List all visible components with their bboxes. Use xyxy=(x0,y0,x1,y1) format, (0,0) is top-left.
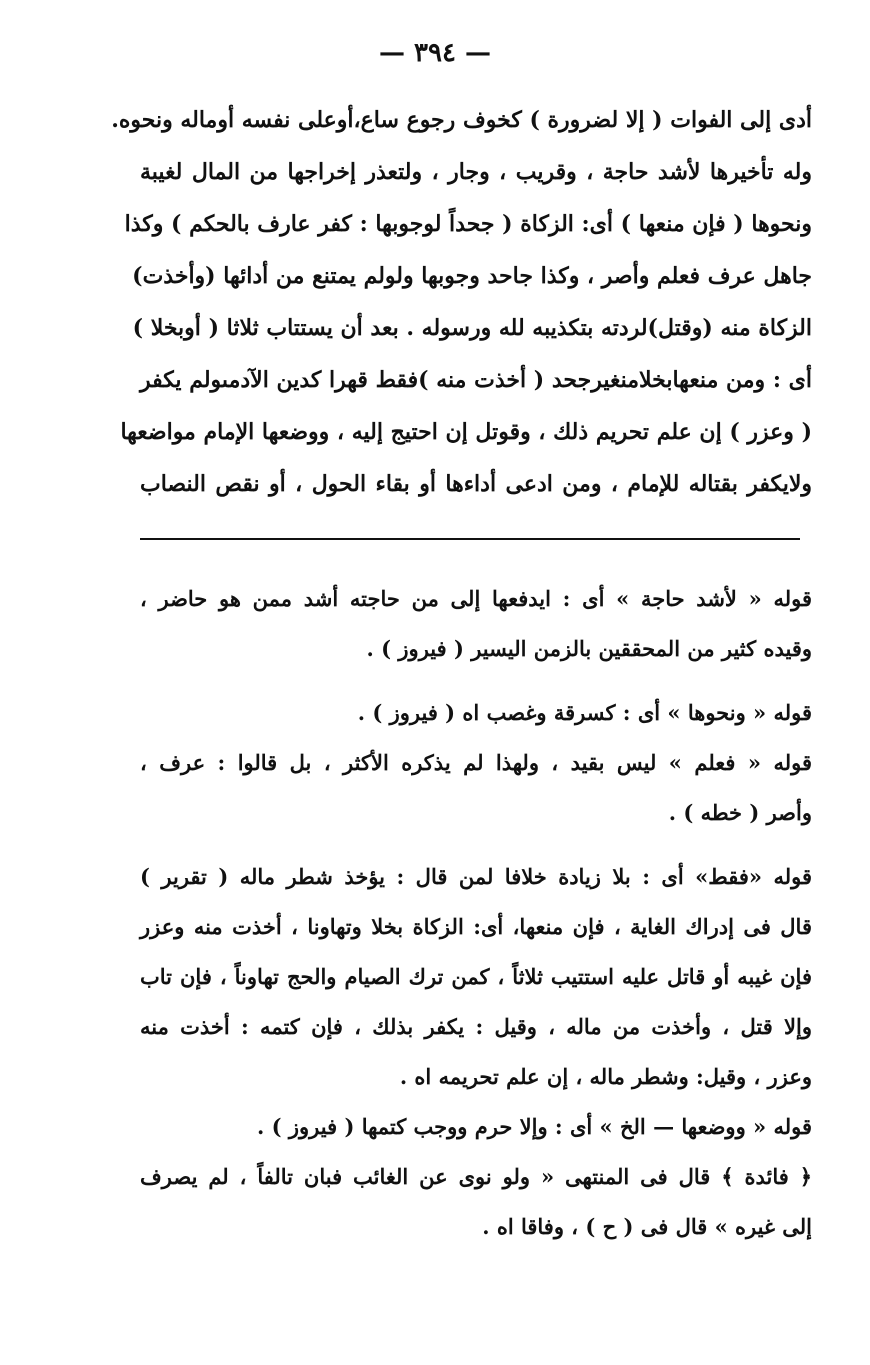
main-line: أى : ومن منعهابخلامنغيرجحد ( أخذت منه )فقط قهرا كدين الآدمىولم يكفر xyxy=(140,367,812,393)
footnote-line: وإلا قتل ، وأخذت من ماله ، وقيل : يكفر بذلك ، فإن كتمه : أخذت منه xyxy=(140,1014,812,1039)
footnote-faalima xyxy=(140,738,812,838)
footnote-line: قال فى إدراك الغاية ، فإن منعها، أى: الزكاة بخلا وتهاونا ، أخذت منه وعزر xyxy=(140,914,812,939)
main-line: ( وعزر ) إن علم تحريم ذلك ، وقوتل إن احتيج إليه ، ووضعها الإمام مواضعها xyxy=(120,419,812,445)
footnote-faqat xyxy=(140,852,812,1102)
footnote-divider xyxy=(140,538,800,540)
footnote-nahwiha xyxy=(140,688,812,738)
footnotes xyxy=(140,574,812,1252)
footnote-line: وقيده كثير من المحققين بالزمن اليسير ( فيروز ) . xyxy=(366,636,812,661)
main-line: جاهل عرف فعلم وأصر ، وكذا جاحد وجوبها ولولم يمتنع من أدائها (وأخذت) xyxy=(132,263,812,289)
footnote-lashad-haja xyxy=(140,574,812,674)
footnote-line: قوله « فعلم » ليس بقيد ، ولهذا لم يذكره الأكثر ، بل قالوا : عرف ، xyxy=(140,750,812,775)
footnote-line: إلى غيره » قال فى ( ح ) ، وفاقا اه . xyxy=(482,1214,812,1239)
main-text xyxy=(111,94,812,510)
footnote-line: قوله « لأشد حاجة » أى : ايدفعها إلى من حاجته أشد ممن هو حاضر ، xyxy=(140,586,812,611)
footnote-line: وأصر ( خطه ) . xyxy=(668,800,812,825)
main-line: ولايكفر بقتاله للإمام ، ومن ادعى أداءها أو بقاء الحول ، أو نقص النصاب xyxy=(140,471,812,497)
footnote-wadaaha xyxy=(140,1102,812,1152)
main-line: وله تأخيرها لأشد حاجة ، وقريب ، وجار ، ولتعذر إخراجها من المال لغيبة xyxy=(140,159,812,185)
footnote-line: فإن غيبه أو قاتل عليه استتيب ثلاثاً ، كمن ترك الصيام والحج تهاوناً ، فإن تاب xyxy=(140,964,812,989)
footnote-faida xyxy=(140,1152,812,1252)
page-number: — ٣٩٤ — xyxy=(378,38,492,68)
main-line: أدى إلى الفوات ( إلا لضرورة ) كخوف رجوع ساع،أوعلى نفسه أوماله ونحوه. xyxy=(111,107,812,133)
footnote-line: قوله «فقط» أى : بلا زيادة خلافا لمن قال : يؤخذ شطر ماله ( تقرير ) xyxy=(140,864,812,889)
footnote-line: وعزر ، وقيل: وشطر ماله ، إن علم تحريمه اه . xyxy=(399,1064,812,1089)
footnote-line: قوله « ونحوها » أى : كسرقة وغصب اه ( فيروز ) . xyxy=(357,700,812,725)
main-line: ونحوها ( فإن منعها ) أى: الزكاة ( جحداً لوجوبها : كفر عارف بالحكم ) وكذا xyxy=(124,211,812,237)
footnote-line: قوله « ووضعها — الخ » أى : وإلا حرم ووجب كتمها ( فيروز ) . xyxy=(257,1114,812,1139)
main-line: الزكاة منه (وقتل)لردته بتكذيبه لله ورسوله . بعد أن يستتاب ثلاثا ( أوبخلا ) xyxy=(132,315,812,341)
footnote-line: ﴿ فائدة ﴾ قال فى المنتهى « ولو نوى عن الغائب فبان تالفاً ، لم يصرف xyxy=(140,1164,812,1189)
